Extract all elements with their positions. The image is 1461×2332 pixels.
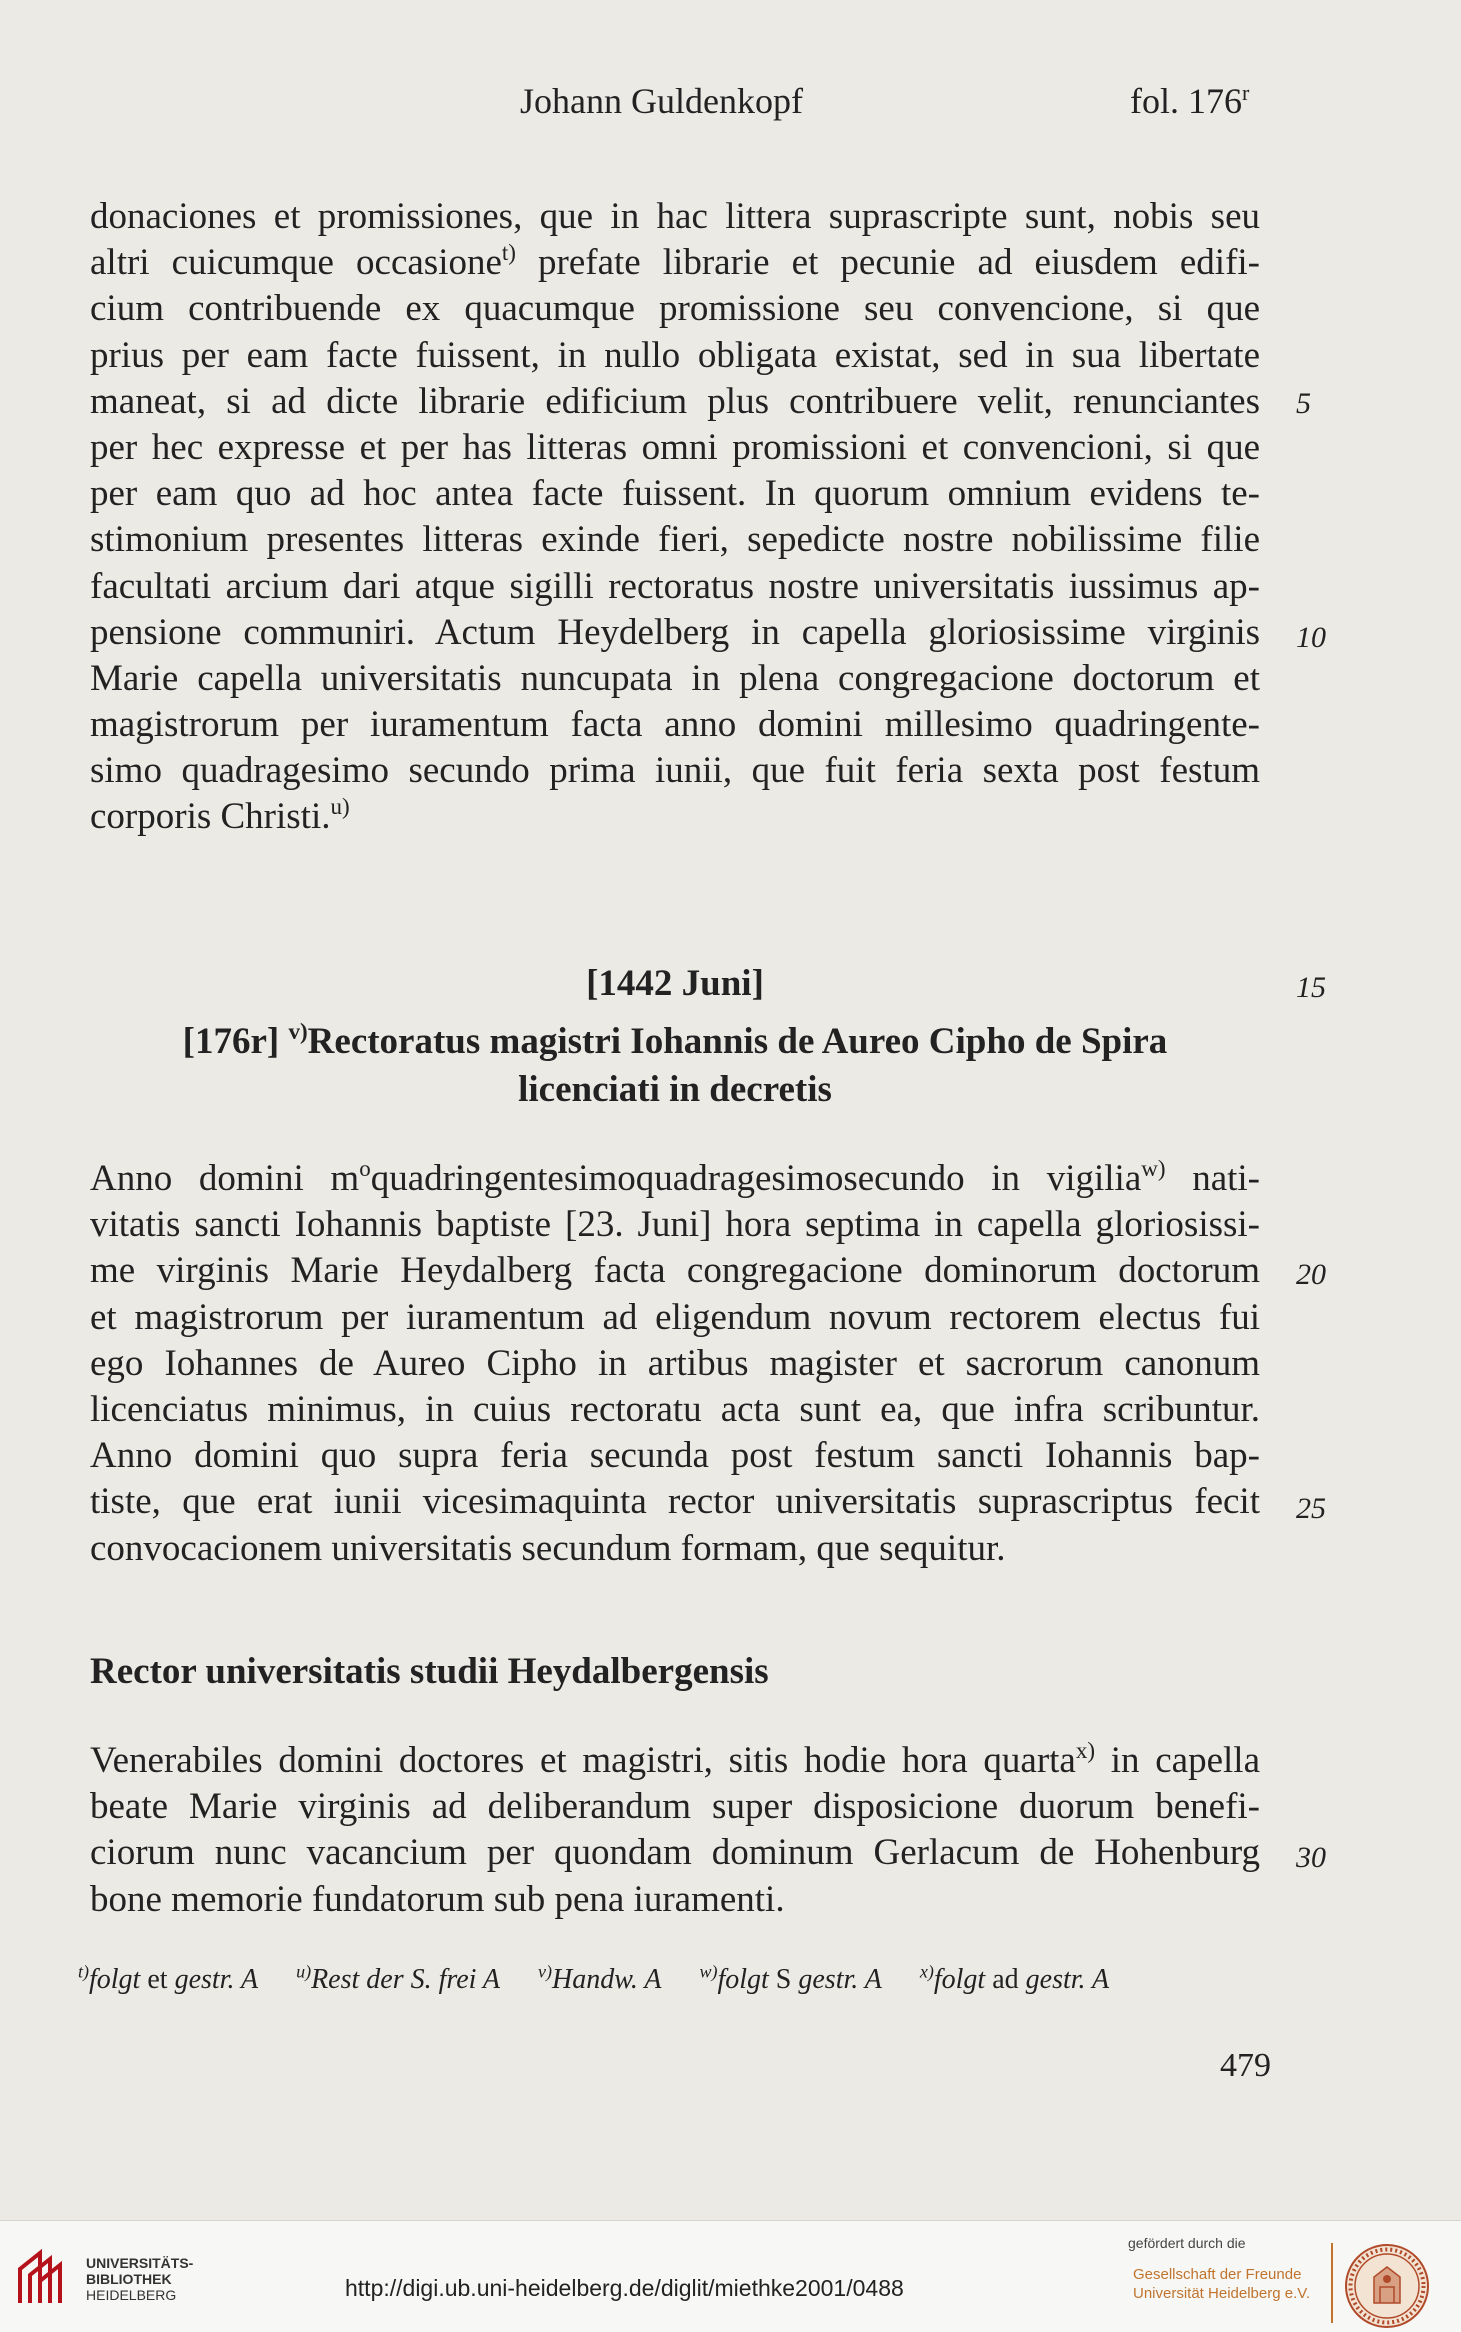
footer-divider bbox=[1331, 2243, 1333, 2323]
sponsor-name: Gesellschaft der Freunde Universität Heidelberg e.V. bbox=[1133, 2266, 1311, 2302]
footnote: $^{u)}$Rest der S. frei A bbox=[296, 1962, 501, 1996]
page-number: 479 bbox=[1220, 2047, 1271, 2084]
text-line: cium contribuende ex quacumque promissione seu convencione, si que bbox=[90, 288, 1260, 330]
paragraph-rectorate bbox=[90, 1156, 1260, 1572]
line-number: 15 bbox=[1296, 971, 1326, 1004]
library-logo-icon bbox=[14, 2249, 68, 2305]
permalink[interactable]: http://digi.ub.uni-heidelberg.de/diglit/miethke2001/0488 bbox=[345, 2275, 904, 2301]
text-line: donaciones et promissiones, que in hac littera suprascripte sunt, nobis seu bbox=[90, 196, 1260, 237]
text-line: Marie capella universitatis nuncupata in plena congregacione doctorum et bbox=[90, 657, 1260, 699]
paragraph-main bbox=[90, 194, 1260, 841]
text-line: beate Marie virginis ad deliberandum super disposicione duorum benefi- bbox=[90, 1786, 1260, 1828]
text-line: per hec expresse et per has litteras omni promissioni et convencioni, si que bbox=[90, 426, 1260, 468]
text-line: per eam quo ad hoc antea facte fuissent. In quorum omnium evidens te- bbox=[90, 473, 1260, 515]
line-number: 10 bbox=[1296, 621, 1326, 654]
text-line: pensione communiri. Actum Heydelberg in capella gloriosissime virginis bbox=[90, 611, 1260, 653]
text-line: Anno domini $m^oquadringentesimoquadragesimosecundo$ in vigilia$^{w)}$ nati- bbox=[90, 1156, 1261, 1199]
text-line: Anno domini quo supra feria secunda post festum sancti Iohannis bap- bbox=[90, 1435, 1260, 1477]
footnote: $^{t)}$folgt et gestr. A bbox=[78, 1962, 259, 1996]
running-head-folio: fol. 176$^r$ bbox=[1130, 80, 1250, 121]
text-line: licenciatus minimus, in cuius rectoratu acta sunt ea, que infra scribuntur. bbox=[90, 1388, 1260, 1430]
footnotes bbox=[78, 1962, 1147, 1996]
library-name: UNIVERSITÄTS- BIBLIOTHEK HEIDELBERG bbox=[86, 2255, 194, 2303]
running-head-author: Johann Guldenkopf bbox=[520, 81, 803, 121]
text-line: magistrorum per iuramentum facta anno domini millesimo quadringente- bbox=[90, 704, 1260, 746]
text-line: vitatis sancti Iohannis baptiste [23. Juni] hora septima in capella gloriosissi- bbox=[90, 1204, 1260, 1246]
text-line: facultati arcium dari atque sigilli rectoratus nostre universitatis iussimus ap- bbox=[90, 565, 1260, 607]
text-line: ego Iohannes de Aureo Cipho in artibus magister et sacrorum canonum bbox=[90, 1342, 1260, 1384]
text-line: maneat, si ad dicte librarie edificium plus contribuere velit, renunciantes bbox=[90, 380, 1260, 422]
footnote: $^{x)}$folgt ad gestr. A bbox=[919, 1962, 1110, 1996]
letter-heading: Rector universitatis studii Heydalbergensis bbox=[90, 1651, 769, 1692]
text-line: tiste, que erat iunii vicesimaquinta rector universitatis suprascriptus fecit bbox=[90, 1481, 1260, 1523]
footnote: $^{v)}$Handw. A bbox=[538, 1962, 662, 1996]
text-line: prius per eam facte fuissent, in nullo obligata existat, sed in sua libertate bbox=[90, 334, 1260, 376]
line-number: 20 bbox=[1296, 1258, 1326, 1291]
section-title-line-1: [176r] $^{v)}$Rectoratus magistri Iohannis de Aureo Cipho de Spira bbox=[182, 1019, 1168, 1062]
text-line: altri cuicumque occasione$^{t)}$ prefate librarie et pecunie ad eiusdem edifi- bbox=[90, 240, 1260, 284]
text-line: convocacionem universitatis secundum formam, que sequitur. bbox=[90, 1527, 1006, 1569]
sponsor-label: gefördert durch die bbox=[1128, 2235, 1246, 2251]
text-line: Venerabiles domini doctores et magistri, sitis hodie hora quarta$^{x)}$ in capella bbox=[90, 1738, 1261, 1781]
line-number: 5 bbox=[1296, 387, 1311, 420]
text-line: stimonium presentes litteras exinde fieri, sepedicte nostre nobilissime filie bbox=[90, 519, 1260, 561]
line-number: 25 bbox=[1296, 1492, 1326, 1525]
paragraph-convocation bbox=[90, 1738, 1260, 1923]
text-line: me virginis Marie Heydalberg facta congregacione dominorum doctorum bbox=[90, 1250, 1260, 1292]
footnote: $^{w)}$folgt S gestr. A bbox=[699, 1962, 882, 1996]
text-line: ciorum nunc vacancium per quondam dominum Gerlacum de Hohenburg bbox=[90, 1832, 1260, 1874]
university-seal-icon bbox=[1344, 2243, 1430, 2329]
digitization-footer bbox=[0, 2220, 1461, 2332]
text-line: simo quadragesimo secundo prima iunii, que fuit feria sexta post festum bbox=[90, 750, 1260, 792]
text-line: corporis Christi.$^{u)}$ bbox=[90, 794, 350, 838]
section-title-line-2: licenciati in decretis bbox=[518, 1069, 832, 1110]
section-date: [1442 Juni] bbox=[586, 963, 764, 1004]
text-line: et magistrorum per iuramentum ad eligendum novum rectorem electus fui bbox=[90, 1296, 1260, 1338]
line-number: 30 bbox=[1296, 1841, 1326, 1874]
text-line: bone memorie fundatorum sub pena iuramenti. bbox=[90, 1878, 785, 1920]
